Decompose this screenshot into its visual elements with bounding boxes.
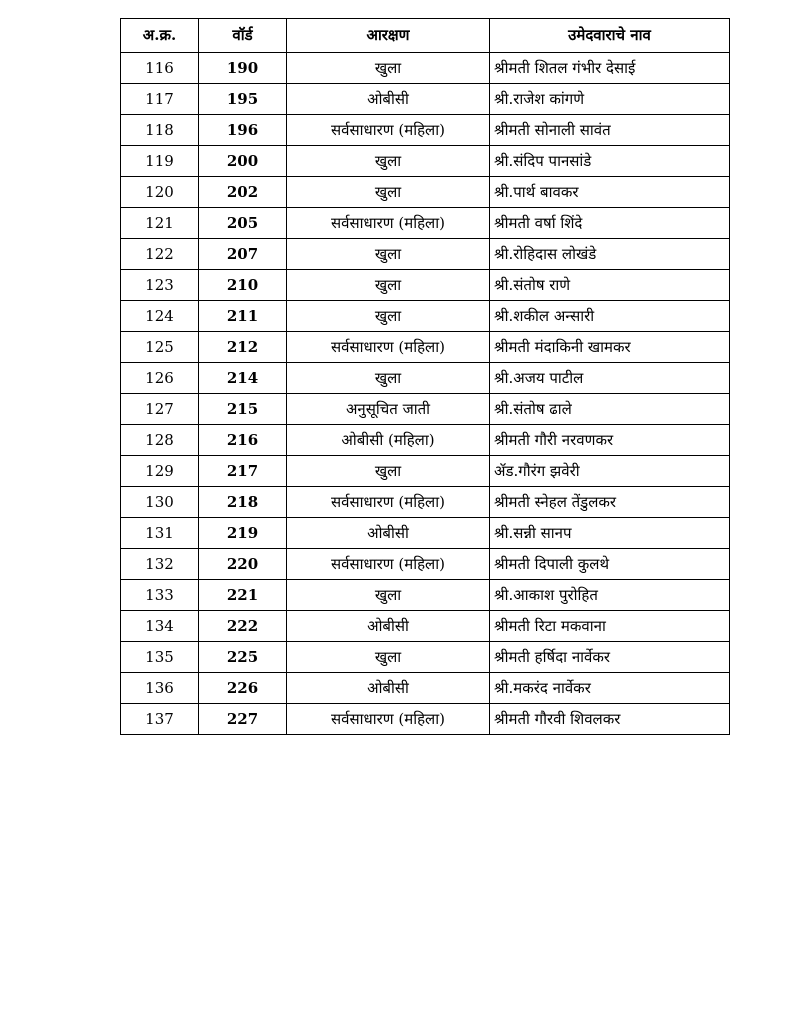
header-row [121,19,730,53]
ward-cell: 219 [199,518,287,549]
sr-no-cell: 133 [121,580,199,611]
reservation-cell: सर्वसाधारण (महिला) [287,115,490,146]
ward-cell: 221 [199,580,287,611]
candidate-name-cell: श्रीमती मंदाकिनी खामकर [490,332,730,363]
sr-no-cell: 121 [121,208,199,239]
reservation-cell: ओबीसी [287,673,490,704]
ward-cell: 211 [199,301,287,332]
candidate-name-cell: श्रीमती दिपाली कुलथे [490,549,730,580]
ward-cell: 214 [199,363,287,394]
ward-cell: 227 [199,704,287,735]
sr-no-cell: 119 [121,146,199,177]
table-row [121,301,730,332]
sr-no-cell: 128 [121,425,199,456]
sr-no-cell: 124 [121,301,199,332]
reservation-cell: सर्वसाधारण (महिला) [287,549,490,580]
ward-cell: 207 [199,239,287,270]
ward-cell: 225 [199,642,287,673]
ward-cell: 210 [199,270,287,301]
table-row [121,208,730,239]
reservation-cell: खुला [287,146,490,177]
ward-cell: 222 [199,611,287,642]
ward-cell: 218 [199,487,287,518]
ward-cell: 226 [199,673,287,704]
reservation-cell: सर्वसाधारण (महिला) [287,704,490,735]
sr-no-cell: 126 [121,363,199,394]
reservation-cell: खुला [287,270,490,301]
reservation-cell: सर्वसाधारण (महिला) [287,208,490,239]
table-row [121,487,730,518]
candidate-name-cell: श्री.संतोष राणे [490,270,730,301]
ward-cell: 217 [199,456,287,487]
sr-no-cell: 123 [121,270,199,301]
candidate-name-cell: श्री.आकाश पुरोहित [490,580,730,611]
table-row [121,549,730,580]
sr-no-cell: 132 [121,549,199,580]
ward-cell: 196 [199,115,287,146]
candidate-name-cell: श्रीमती सोनाली सावंत [490,115,730,146]
candidate-name-cell: श्रीमती गौरवी शिवलकर [490,704,730,735]
table-row [121,270,730,301]
sr-no-cell: 120 [121,177,199,208]
candidate-name-cell: श्री.पार्थ बावकर [490,177,730,208]
table-body [121,53,730,735]
reservation-cell: खुला [287,456,490,487]
ward-cell: 212 [199,332,287,363]
table-row [121,704,730,735]
sr-no-cell: 122 [121,239,199,270]
table-row [121,518,730,549]
candidate-name-cell: श्री.रोहिदास लोखंडे [490,239,730,270]
reservation-cell: ओबीसी [287,518,490,549]
sr-no-cell: 137 [121,704,199,735]
ward-cell: 190 [199,53,287,84]
table-row [121,394,730,425]
reservation-cell: सर्वसाधारण (महिला) [287,487,490,518]
candidate-name-cell: श्री.शकील अन्सारी [490,301,730,332]
reservation-cell: ओबीसी [287,84,490,115]
reservation-cell: ओबीसी [287,611,490,642]
table-row [121,611,730,642]
candidate-name-cell: श्री.संदिप पानसांडे [490,146,730,177]
candidate-name-cell: श्री.अजय पाटील [490,363,730,394]
header-candidate-name: उमेदवाराचे नाव [490,19,730,53]
table-row [121,146,730,177]
reservation-cell: खुला [287,177,490,208]
header-ward: वॉर्ड [199,19,287,53]
sr-no-cell: 118 [121,115,199,146]
sr-no-cell: 134 [121,611,199,642]
candidate-name-cell: श्री.सन्नी सानप [490,518,730,549]
ward-cell: 215 [199,394,287,425]
sr-no-cell: 135 [121,642,199,673]
table-row [121,332,730,363]
table-row [121,115,730,146]
candidate-name-cell: श्रीमती रिटा मकवाना [490,611,730,642]
table-row [121,53,730,84]
ward-cell: 202 [199,177,287,208]
table-header [121,19,730,53]
reservation-cell: सर्वसाधारण (महिला) [287,332,490,363]
reservation-cell: खुला [287,363,490,394]
reservation-cell: ओबीसी (महिला) [287,425,490,456]
sr-no-cell: 127 [121,394,199,425]
reservation-cell: अनुसूचित जाती [287,394,490,425]
candidate-name-cell: श्रीमती हर्षिदा नार्वेकर [490,642,730,673]
sr-no-cell: 129 [121,456,199,487]
candidate-name-cell: श्री.राजेश कांगणे [490,84,730,115]
table-row [121,84,730,115]
ward-cell: 216 [199,425,287,456]
ward-cell: 195 [199,84,287,115]
header-reservation: आरक्षण [287,19,490,53]
candidate-name-cell: श्री.मकरंद नार्वेकर [490,673,730,704]
reservation-cell: खुला [287,301,490,332]
table-row [121,363,730,394]
reservation-cell: खुला [287,239,490,270]
table-row [121,580,730,611]
candidate-name-cell: श्रीमती स्नेहल तेंडुलकर [490,487,730,518]
table-row [121,239,730,270]
candidate-name-cell: श्रीमती गौरी नरवणकर [490,425,730,456]
candidate-name-cell: ॲड.गौरंग झवेरी [490,456,730,487]
ward-cell: 205 [199,208,287,239]
table-row [121,642,730,673]
reservation-cell: खुला [287,642,490,673]
sr-no-cell: 117 [121,84,199,115]
sr-no-cell: 136 [121,673,199,704]
candidate-name-cell: श्रीमती शितल गंभीर देसाई [490,53,730,84]
sr-no-cell: 116 [121,53,199,84]
table-row [121,673,730,704]
ward-cell: 200 [199,146,287,177]
table-row [121,177,730,208]
sr-no-cell: 131 [121,518,199,549]
candidate-name-cell: श्रीमती वर्षा शिंदे [490,208,730,239]
table-row [121,456,730,487]
reservation-cell: खुला [287,580,490,611]
ward-cell: 220 [199,549,287,580]
table-row [121,425,730,456]
candidate-table [120,18,730,735]
sr-no-cell: 125 [121,332,199,363]
candidate-name-cell: श्री.संतोष ढाले [490,394,730,425]
sr-no-cell: 130 [121,487,199,518]
reservation-cell: खुला [287,53,490,84]
header-sr-no: अ.क्र. [121,19,199,53]
